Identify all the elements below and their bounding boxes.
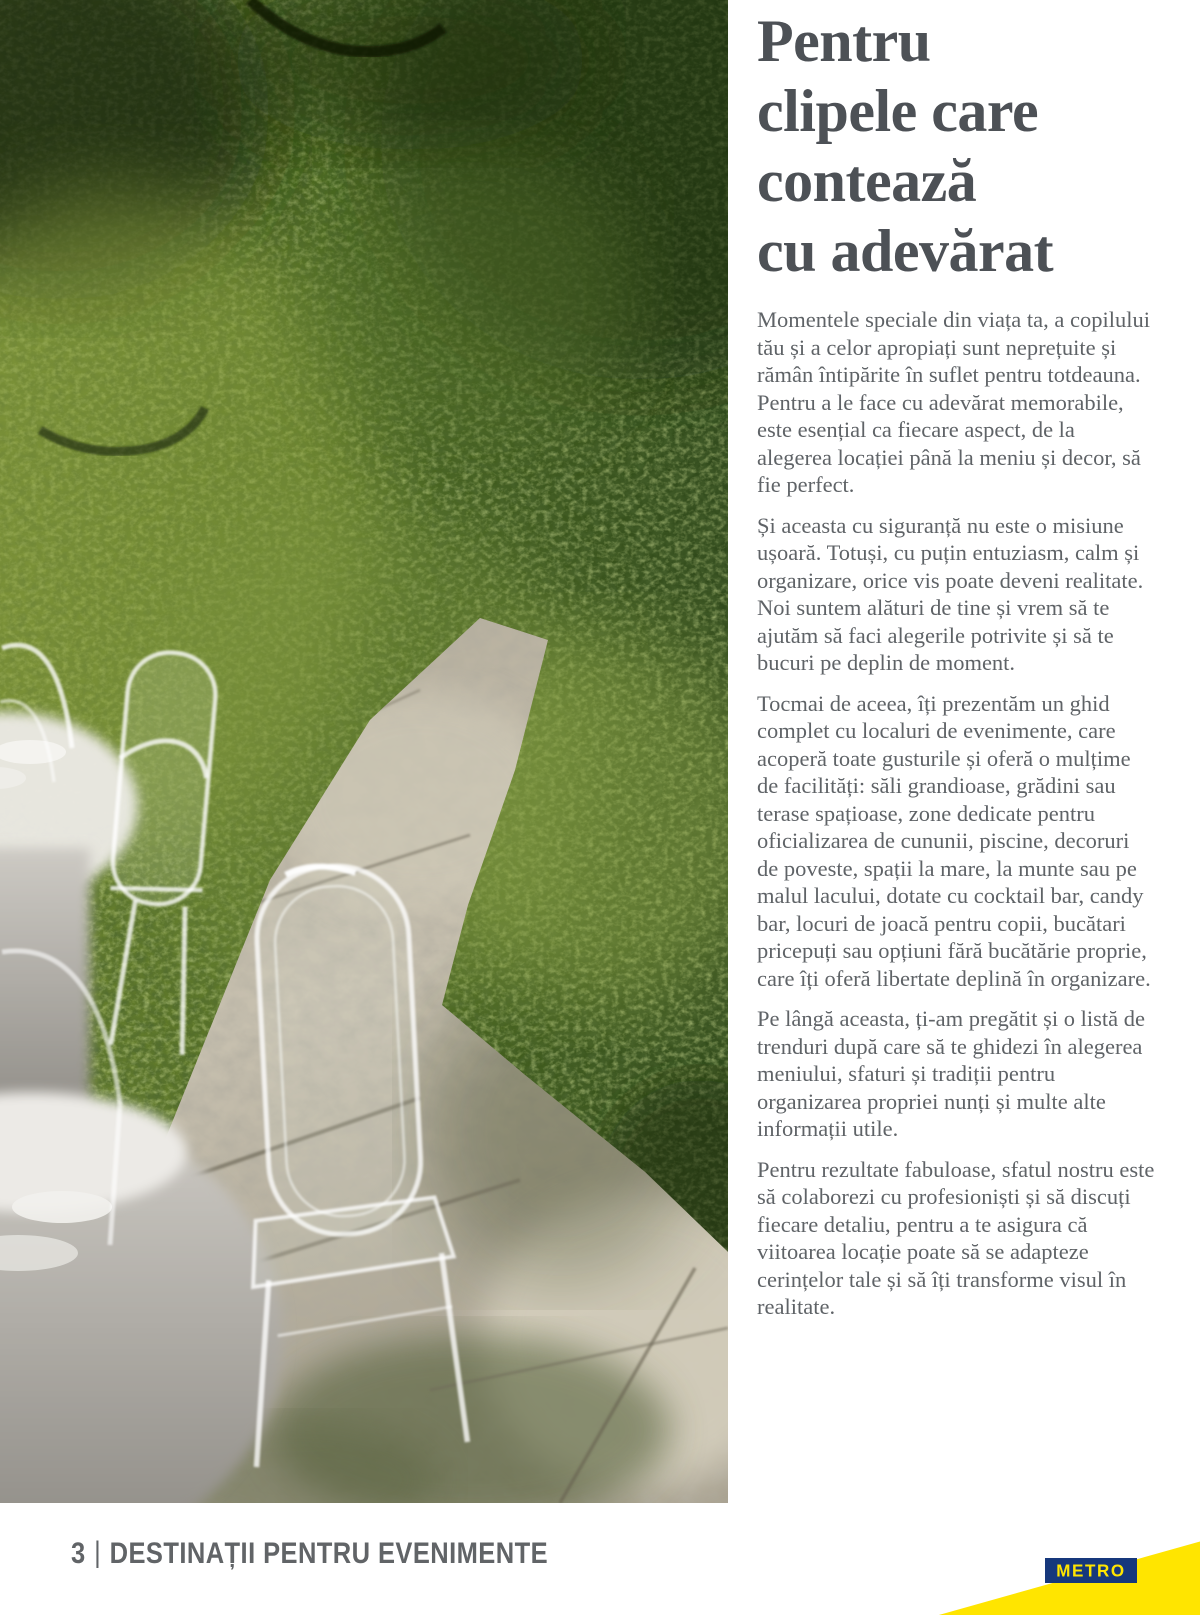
page-title-line: cu adevărat — [757, 218, 1054, 284]
paragraph: Și aceasta cu siguranță nu este o misiune ușoară. Totuși, cu puțin entuziasm, calm și organizare, orice vis poate deveni realitate. Noi suntem alături de tine și vrem să te ajutăm să faci alegerile potrivite și să te bucuri pe deplin de moment. — [757, 512, 1144, 675]
metro-logo — [1045, 1558, 1137, 1583]
section-title: DESTINAȚII PENTRU EVENIMENTE — [109, 1537, 549, 1570]
paragraph: Pentru rezultate fabuloase, sfatul nostru este să colaborezi cu profesioniști și să discuți fiecare detaliu, pentru a te asigura că viitoarea locație poate să se adapteze cerințelor tale și să îți transforme visul în realitate. — [757, 1156, 1155, 1319]
metro-logo-text: METRO — [1056, 1560, 1126, 1581]
paragraph: Pe lângă aceasta, ți-am pregătit și o listă de trenduri după care să te ghidezi în alegerea meniului, sfaturi și tradiții pentru organizarea propriei nunți și multe alte informații utile. — [757, 1006, 1145, 1141]
page-title — [757, 6, 1155, 286]
page-footer — [71, 1536, 548, 1572]
paragraph: Momentele speciale din viața ta, a copilului tău și a celor apropiați sunt neprețuite și rămân întipărite în suflet pentru totdeauna. Pentru a le face cu adevărat memorabile, este esențial ca fiecare aspect, de la alegerea locației până la meniu și decor, să fie perfect. — [757, 307, 1150, 497]
intro-paragraphs — [757, 306, 1155, 1321]
page-title-line: clipele care — [757, 78, 1039, 144]
page-title-line: contează — [757, 148, 977, 214]
content-column — [757, 6, 1155, 1334]
page-title-line: Pentru — [757, 8, 931, 74]
page-number: 3 — [71, 1537, 86, 1570]
paragraph: Tocmai de aceea, îți prezentăm un ghid complet cu localuri de evenimente, care acoperă toate gusturile și oferă o mulțime de facilități: săli grandioase, grădini sau terase spațioase, zone dedicate pentru oficializarea de cununii, piscine, decoruri de poveste, spații la mare, la munte sau pe malul lacului, dotate cu cocktail bar, candy bar, locuri de joacă pentru copii, bucătari pricepuți sau opțiuni fără bucătărie proprie, care îți oferă libertate deplină în organizare. — [757, 690, 1151, 991]
footer-divider: | — [94, 1536, 102, 1569]
